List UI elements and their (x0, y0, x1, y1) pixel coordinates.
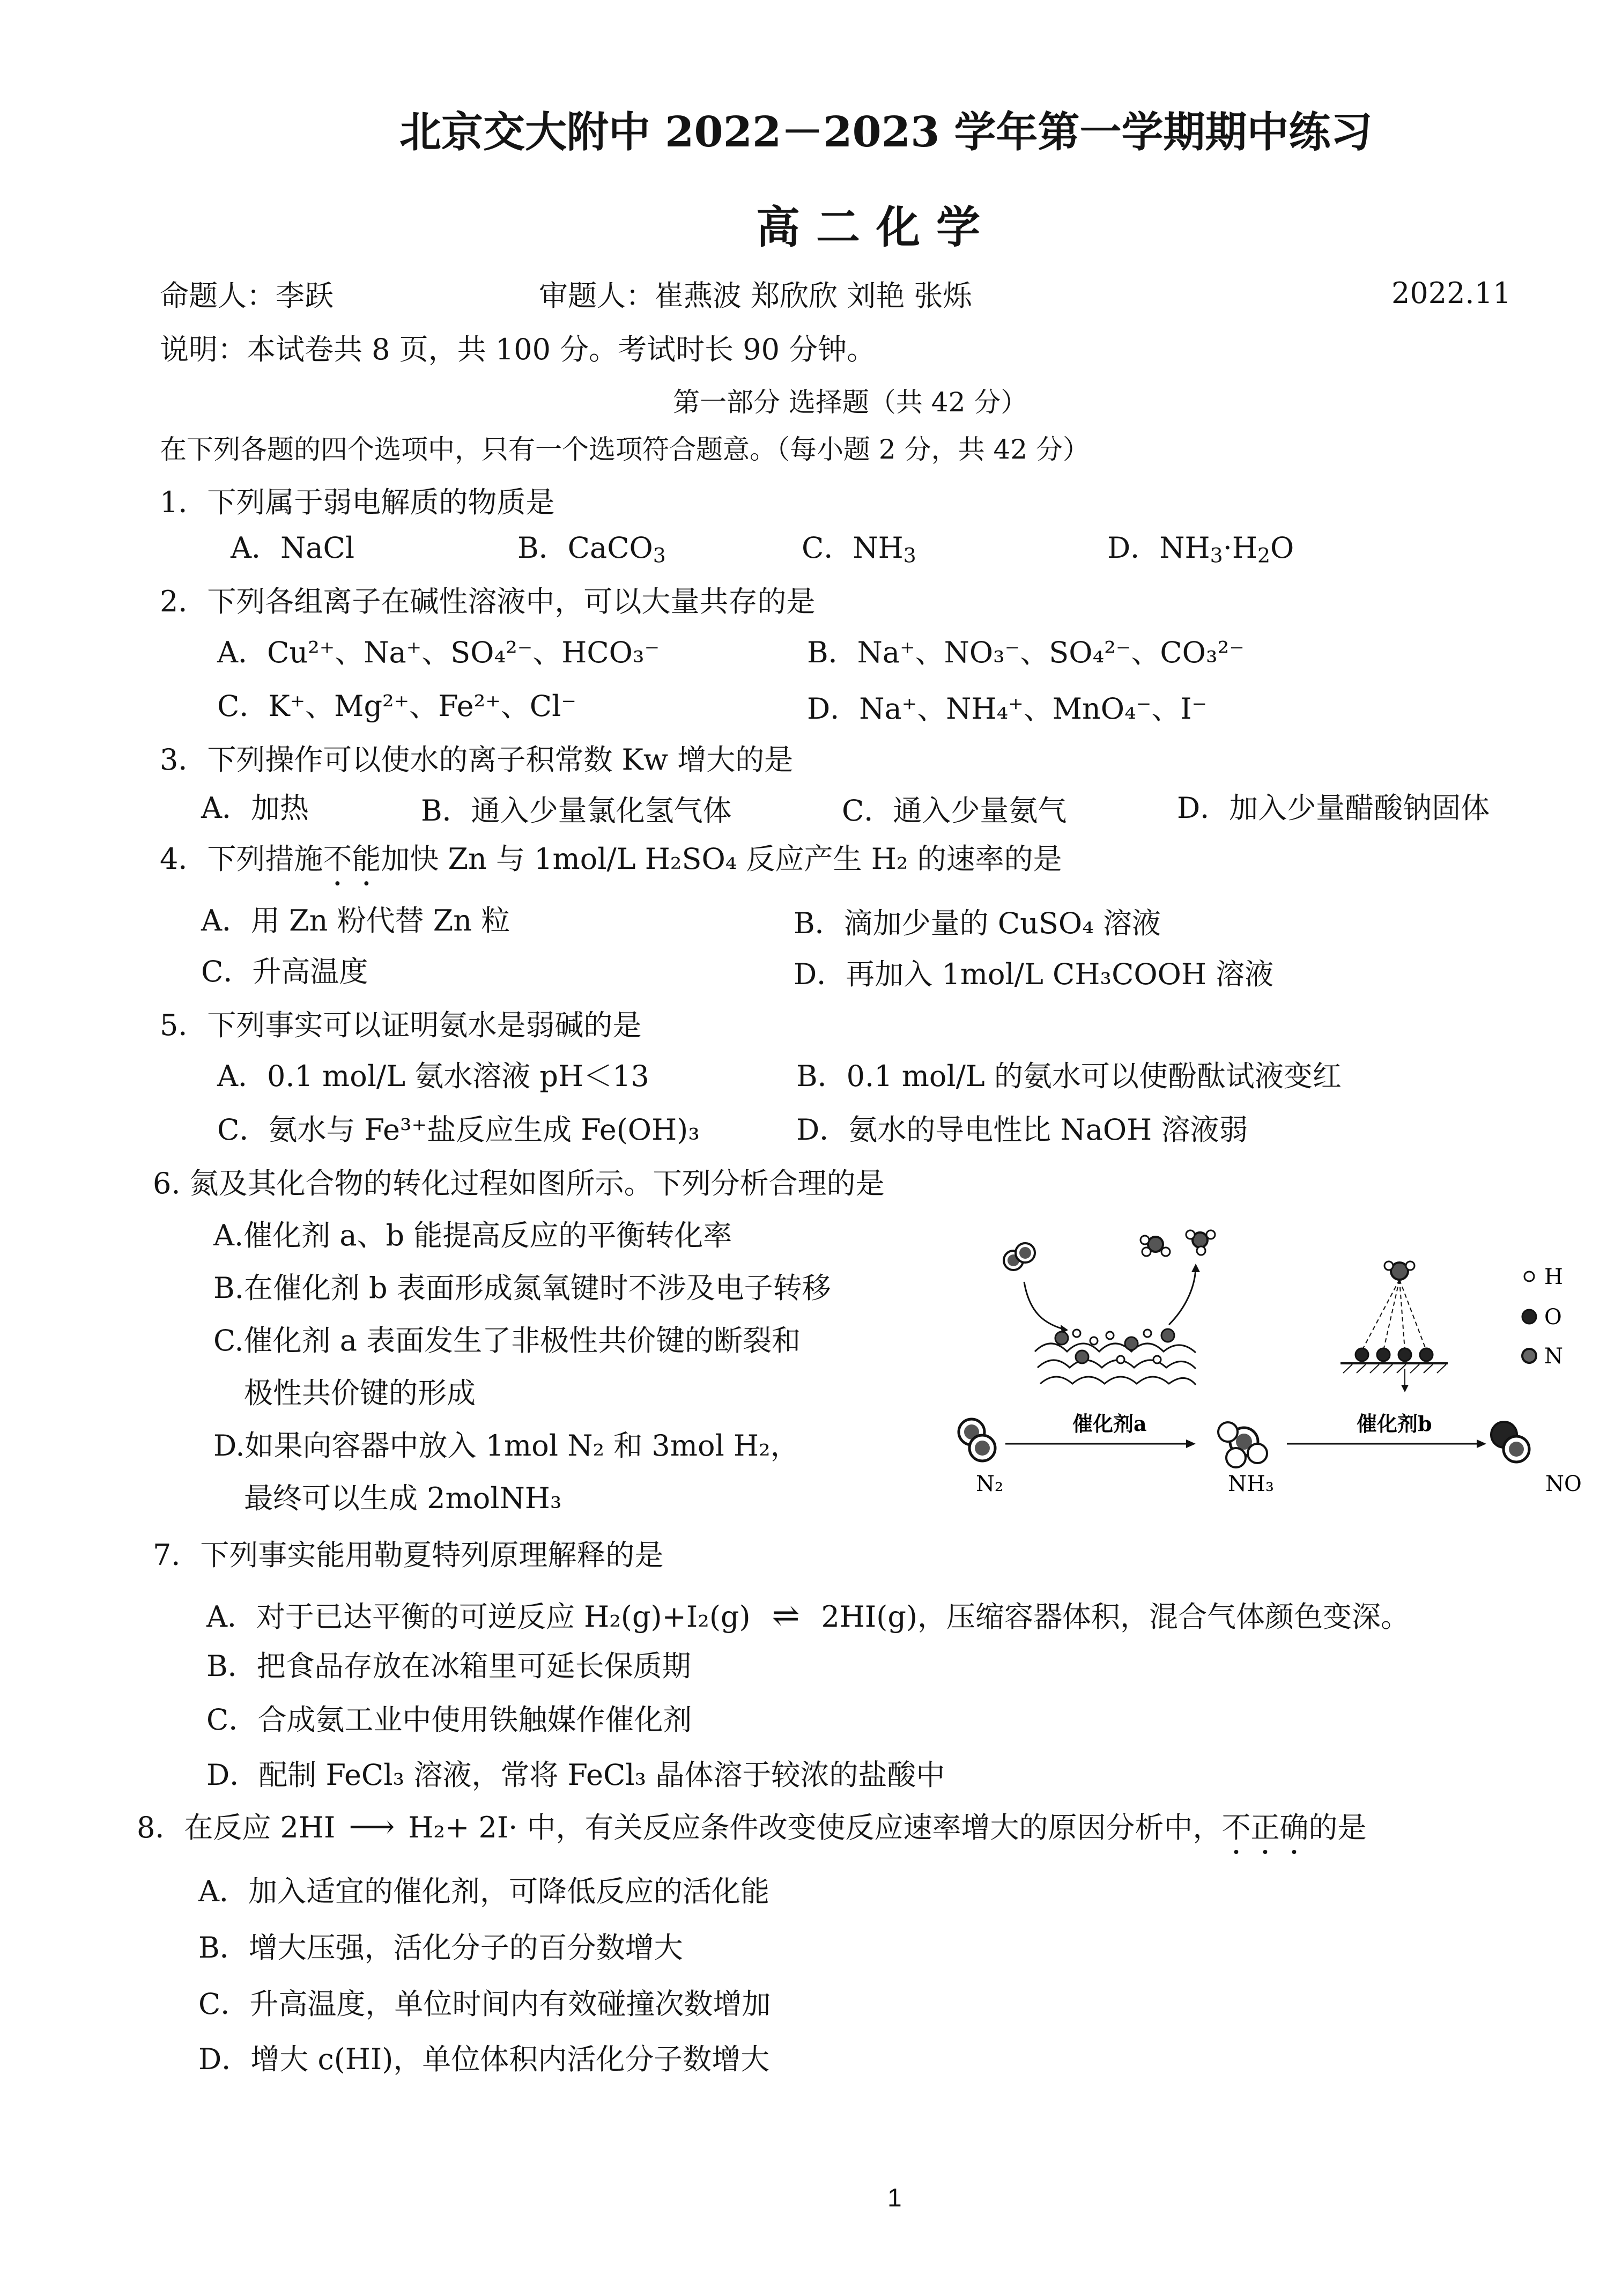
question-7-option-c: C．合成氨工业中使用铁触媒作催化剂 (206, 1703, 692, 1737)
nh3-label: NH₃ (1228, 1472, 1274, 1496)
question-7-option-b: B．把食品存放在冰箱里可延长保质期 (206, 1649, 691, 1683)
exam-date: 2022.11 (1391, 276, 1512, 310)
question-3-option-a: A．加热 (201, 791, 309, 825)
reviewers-line: 审题人：崔燕波 郑欣欣 刘艳 张烁 (539, 279, 972, 313)
legend-o-symbol (1522, 1310, 1536, 1324)
catalyst-a-label: 催化剂a (1072, 1412, 1147, 1436)
question-4-option-b: B．滴加少量的 CuSO₄ 溶液 (794, 906, 1161, 940)
question-6-option-d-line1: D.如果向容器中放入 1mol N₂ 和 3mol H₂， (213, 1429, 799, 1463)
question-7-option-d: D．配制 FeCl₃ 溶液，常将 FeCl₃ 晶体溶于较浓的盐酸中 (206, 1758, 945, 1792)
question-2-option-a: A．Cu²⁺、Na⁺、SO₄²⁻、HCO₃⁻ (217, 636, 660, 669)
legend-n-symbol (1522, 1349, 1536, 1363)
catalyst-b-surface (1340, 1261, 1448, 1392)
arrow-head (1477, 1439, 1486, 1448)
exam-title: 北京交大附中 2022－2023 学年第一学期期中练习 (399, 108, 1373, 157)
exam-note: 说明：本试卷共 8 页，共 100 分。考试时长 90 分钟。 (160, 333, 876, 366)
emphasis-not: 不能 (323, 842, 381, 876)
nh3-molecules-top (1140, 1230, 1215, 1256)
question-8-option-c: C．升高温度，单位时间内有效碰撞次数增加 (198, 1987, 771, 2021)
nh3-molecule (1218, 1422, 1267, 1467)
n2-label: N₂ (976, 1472, 1004, 1496)
catalyst-a-surface (1035, 1329, 1196, 1385)
no-molecule (1491, 1422, 1529, 1462)
section-instruction: 在下列各题的四个选项中，只有一个选项符合题意。（每小题 2 分，共 42 分） (160, 434, 1090, 465)
question-6-stem: 6. 氮及其化合物的转化过程如图所示。下列分析合理的是 (153, 1167, 885, 1200)
no-label: NO (1545, 1472, 1582, 1496)
section-title: 第一部分 选择题（共 42 分） (673, 387, 1028, 418)
question-4-option-c: C．升高温度 (201, 955, 368, 988)
arrow-head (1186, 1439, 1196, 1448)
question-6-option-d-line2: 最终可以生成 2molNH₃ (244, 1481, 562, 1515)
legend-o-label: O (1544, 1305, 1562, 1330)
question-3-option-c: C．通入少量氨气 (842, 794, 1067, 828)
legend-n-label: N (1544, 1344, 1563, 1369)
question-1-stem: 1．下列属于弱电解质的物质是 (160, 485, 555, 519)
adsorption-arrow (1024, 1282, 1067, 1330)
n2-molecule-top (1004, 1243, 1035, 1270)
author-line: 命题人：李跃 (160, 279, 334, 313)
question-2-stem: 2．下列各组离子在碱性溶液中，可以大量共存的是 (160, 585, 816, 618)
desorption-arrow (1169, 1266, 1196, 1325)
question-2-option-d: D．Na⁺、NH₄⁺、MnO₄⁻、I⁻ (807, 692, 1208, 726)
page-number: 1 (887, 2184, 902, 2212)
question-7-option-a: A．对于已达平衡的可逆反应 H₂(g)+I₂(g) ⇌ 2HI(g)，压缩容器体积，混合气体颜色变深。 (206, 1596, 1410, 1635)
question-8-option-b: B．增大压强，活化分子的百分数增大 (198, 1931, 683, 1965)
arrow-head (1191, 1264, 1200, 1272)
question-1-option-c: C．$NH_3$ (802, 531, 916, 567)
question-7-stem: 7．下列事实能用勒夏特列原理解释的是 (153, 1538, 664, 1572)
question-8-stem: 8．在反应 2HI ⟶ H₂+ 2I· 中，有关反应条件改变使反应速率增大的原因分析中，不正确的是 (137, 1808, 1367, 1845)
question-4-option-d: D．再加入 1mol/L CH₃COOH 溶液 (794, 957, 1274, 991)
question-4-option-a: A．用 Zn 粉代替 Zn 粒 (201, 904, 510, 937)
question-6-option-b: B.在催化剂 b 表面形成氮氧键时不涉及电子转移 (213, 1271, 831, 1305)
question-1-option-a: A．NaCl (231, 531, 355, 565)
question-6-option-a: A.催化剂 a、b 能提高反应的平衡转化率 (213, 1219, 732, 1252)
equilibrium-arrow: ⇌ (772, 1596, 800, 1635)
question-8-option-a: A．加入适宜的催化剂，可降低反应的活化能 (198, 1874, 769, 1908)
emphasis-incorrect: 不正确 (1221, 1811, 1309, 1844)
question-5-option-a: A．0.1 mol/L 氨水溶液 pH＜13 (217, 1059, 649, 1093)
question-6-option-c-line2: 极性共价键的形成 (244, 1376, 476, 1410)
question-1-option-b: B．CaCO$_3$ (517, 531, 666, 567)
legend-h-symbol (1524, 1272, 1534, 1281)
question-6-option-c-line1: C.催化剂 a 表面发生了非极性共价键的断裂和 (213, 1324, 801, 1357)
question-1-option-d: D．$NH_3\cdot H_2O$ (1107, 531, 1294, 567)
question-5-stem: 5．下列事实可以证明氨水是弱碱的是 (160, 1008, 642, 1042)
question-2-option-c: C．K⁺、Mg²⁺、Fe²⁺、Cl⁻ (217, 689, 576, 723)
question-3-stem: 3．下列操作可以使水的离子积常数 Kw 增大的是 (160, 743, 794, 777)
catalyst-b-label: 催化剂b (1357, 1412, 1432, 1436)
legend-h-label: H (1544, 1265, 1563, 1289)
nitrogen-conversion-diagram (944, 1228, 1587, 1518)
n2-molecule (959, 1419, 995, 1461)
subject-title: 高二化学 (756, 202, 997, 253)
question-8-option-d: D．增大 c(HI)，单位体积内活化分子数增大 (198, 2042, 770, 2076)
question-3-option-d: D．加入少量醋酸钠固体 (1177, 791, 1490, 825)
question-5-option-c: C．氨水与 Fe³⁺盐反应生成 Fe(OH)₃ (217, 1113, 700, 1147)
question-2-option-b: B．Na⁺、NO₃⁻、SO₄²⁻、CO₃²⁻ (807, 636, 1245, 669)
reaction-arrow: ⟶ (349, 1808, 395, 1845)
question-3-option-b: B．通入少量氯化氢气体 (421, 794, 732, 828)
question-5-option-d: D．氨水的导电性比 NaOH 溶液弱 (796, 1113, 1248, 1147)
question-4-stem: 4．下列措施不能加快 Zn 与 1mol/L H₂SO₄ 反应产生 H₂ 的速率的是 (160, 842, 1062, 876)
question-5-option-b: B．0.1 mol/L 的氨水可以使酚酞试液变红 (796, 1059, 1342, 1093)
diagram-legend (1522, 1265, 1563, 1369)
